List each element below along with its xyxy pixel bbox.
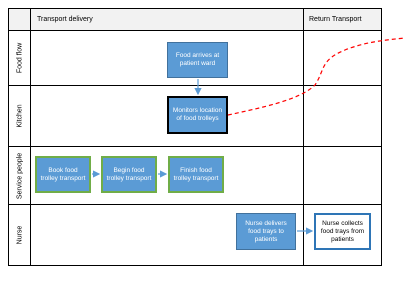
box-food-arrives: Food arrives at patient ward: [167, 42, 228, 78]
box-book-trolley: Book food trolley transport: [35, 156, 91, 193]
lane-label-nurse: Nurse: [9, 205, 31, 265]
box-begin-trolley: Begin food trolley transport: [101, 156, 157, 193]
column-divider: [303, 9, 304, 265]
header-transport-delivery: [31, 9, 304, 31]
lane-label-service-people: Service people: [9, 147, 31, 204]
header-corner: [9, 9, 31, 31]
box-finish-trolley: Finish food trolley transport: [168, 156, 224, 193]
lane-label-food-flow: Food flow: [9, 31, 31, 85]
column-title-return-transport: Return Transport: [309, 16, 362, 23]
column-title-transport-delivery: Transport delivery: [37, 16, 93, 23]
header-return-transport: [304, 9, 381, 31]
box-nurse-delivers: Nurse delivers food trays to patients: [236, 213, 296, 250]
box-nurse-collects: Nurse collects food trays from patients: [314, 213, 371, 250]
lane-label-kitchen: Kitchen: [9, 86, 31, 146]
box-monitors-location: Monitors location of food trolleys: [167, 96, 228, 134]
